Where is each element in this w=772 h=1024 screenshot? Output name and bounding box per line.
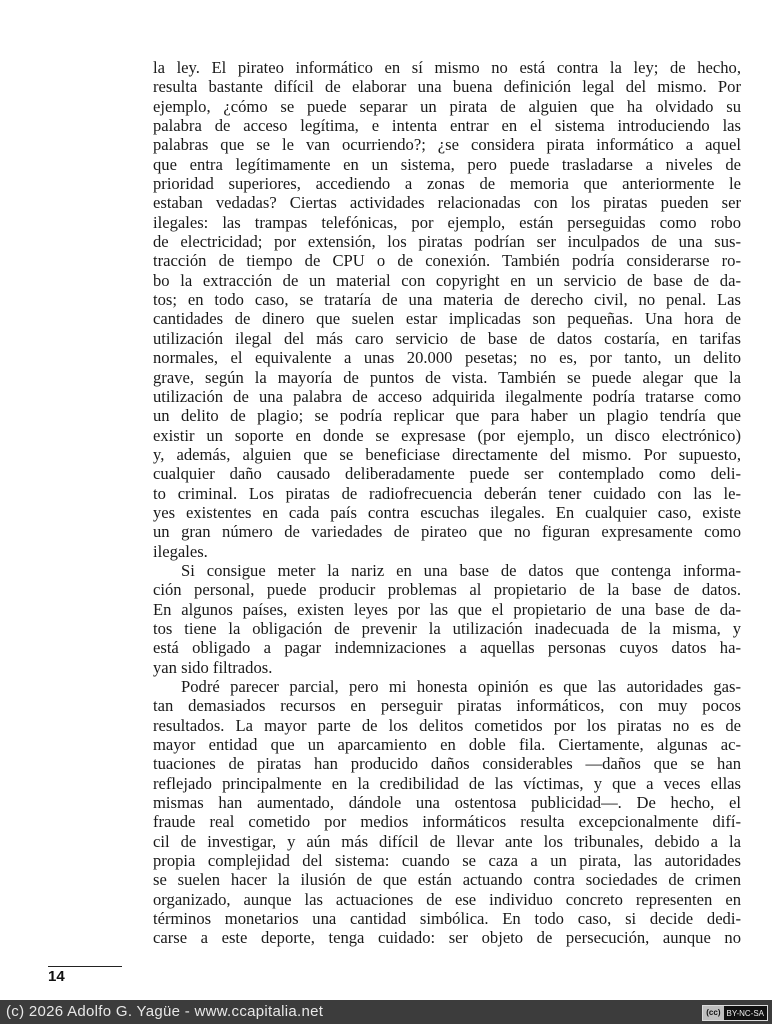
text-line: resulta bastante difícil de elaborar una buena definición legal del mismo. Por <box>153 77 741 97</box>
text-line: ilegales: las trampas telefónicas, por ejemplo, están perseguidas como robo <box>153 212 741 232</box>
text-line: palabra de acceso legítima, e intenta entrar en el sistema introduciendo las <box>153 116 741 136</box>
license-terms: BY-NC-SA <box>726 1008 764 1018</box>
text-line: la ley. El pirateo informático en sí mismo no está contra la ley; de hecho, <box>153 58 741 77</box>
text-line: que entra legítimamente en un sistema, pero puede trasladarse a niveles de <box>153 154 741 174</box>
text-line: yes existentes en cada país contra escuchas ilegales. En cualquier caso, existe <box>153 502 741 522</box>
text-line: carse a este deporte, tenga cuidado: ser objeto de persecución, aunque no <box>153 928 741 948</box>
footer-credit: (c) 2026 Adolfo G. Yagüe - www.ccapitalia.net <box>6 1003 324 1020</box>
text-line: reflejado principalmente en la credibilidad de las víctimas, y que a veces ellas <box>153 773 741 793</box>
text-line: tos tiene la obligación de prevenir la utilización inadecuada de la misma, y <box>153 618 741 638</box>
text-line: cualquier daño causado deliberadamente puede ser contemplado como deli- <box>153 464 741 484</box>
paragraph-3 <box>153 677 741 948</box>
text-line: un delito de plagio; se podría replicar que para haber un plagio tendría que <box>153 406 741 426</box>
cc-icon: (cc) <box>703 1006 723 1020</box>
text-line: prioridad superiores, accediendo a zonas de memoria que anteriormente le <box>153 174 741 194</box>
text-line: yan sido filtrados. <box>153 657 273 677</box>
text-line: se suelen hacer la ilusión de que están actuando contra sociedades de crimen <box>153 870 741 890</box>
text-line: ción personal, puede producir problemas al propietario de la base de datos. <box>153 580 741 600</box>
text-line: de electricidad; por extensión, los piratas podrían ser inculpados de una sus- <box>153 232 741 252</box>
text-line: utilización ilegal del más caro servicio de base de datos costaría, en tarifas <box>153 328 741 348</box>
text-line: ilegales. <box>153 541 208 561</box>
text-line: cil de investigar, y aún más difícil de llevar ante los tribunales, debido a la <box>153 831 741 851</box>
text-line: to criminal. Los piratas de radiofrecuencia deberán tener cuidado con las le- <box>153 483 741 503</box>
text-line: Podré parecer parcial, pero mi honesta opinión es que las autoridades gas- <box>181 677 741 696</box>
paragraph-1 <box>153 58 741 561</box>
text-line: En algunos países, existen leyes por las que el propietario de una base de da- <box>153 599 741 619</box>
text-line: grave, según la mayoría de puntos de vista. También se puede alegar que la <box>153 367 741 387</box>
text-line: normales, el equivalente a unas 20.000 pesetas; no es, por tanto, un delito <box>153 348 741 368</box>
text-line: está obligado a pagar indemnizaciones a aquellas personas cuyos datos ha- <box>153 638 741 658</box>
text-line: fraude real cometido por medios informáticos resulta excepcionalmente difí- <box>153 812 741 832</box>
license-badge <box>702 1005 768 1021</box>
text-line: términos monetarios una cantidad simbólica. En todo caso, si decide dedi- <box>153 909 741 929</box>
text-line: ejemplo, ¿cómo se puede separar un pirata de alguien que ha olvidado su <box>153 96 741 116</box>
text-line: propia complejidad del sistema: cuando se caza a un pirata, las autoridades <box>153 851 741 871</box>
page-number: 14 <box>48 968 65 985</box>
text-line: mismas han aumentado, dándole una ostentosa publicidad—. De hecho, el <box>153 793 741 813</box>
text-line: utilización de una palabra de acceso adquirida ilegalmente podría tratarse como <box>153 386 741 406</box>
text-line: estaban vedadas? Ciertas actividades relacionadas con los piratas pueden ser <box>153 193 741 213</box>
text-line: tan demasiados recursos en perseguir piratas informáticos, con muy pocos <box>153 696 741 716</box>
text-line: tos; en todo caso, se trataría de una materia de derecho civil, no penal. Las <box>153 290 741 310</box>
footer-bar <box>0 1000 772 1024</box>
text-line: y, además, alguien que se beneficiase directamente del mismo. Por supuesto, <box>153 444 741 464</box>
text-line: Si consigue meter la nariz en una base de datos que contenga informa- <box>181 560 741 580</box>
text-line: tuaciones de piratas han producido daños considerables —daños que se han <box>153 754 741 774</box>
text-line: existir un soporte en donde se expresase (por ejemplo, un disco electrónico) <box>153 425 741 445</box>
page-number-rule <box>48 966 122 967</box>
text-line: bo la extracción de un material con copyright en un servicio de base de da- <box>153 270 741 290</box>
text-line: organizado, aunque las actuaciones de ese individuo concreto representen en <box>153 889 741 909</box>
paragraph-2 <box>153 561 741 677</box>
text-line: palabras que se le van ocurriendo?; ¿se considera pirata informático a aquel <box>153 135 741 155</box>
text-line: un gran número de variedades de pirateo que no figuran expresamente como <box>153 522 741 542</box>
text-line: tracción de tiempo de CPU o de conexión. También podría considerarse ro- <box>153 251 741 271</box>
text-line: cantidades de dinero que suelen estar implicadas son pequeñas. Una hora de <box>153 309 741 329</box>
text-line: mayor entidad que un aparcamiento en doble fila. Ciertamente, algunas ac- <box>153 735 741 755</box>
body-text <box>153 58 741 948</box>
text-line: resultados. La mayor parte de los delitos cometidos por los piratas no es de <box>153 715 741 735</box>
